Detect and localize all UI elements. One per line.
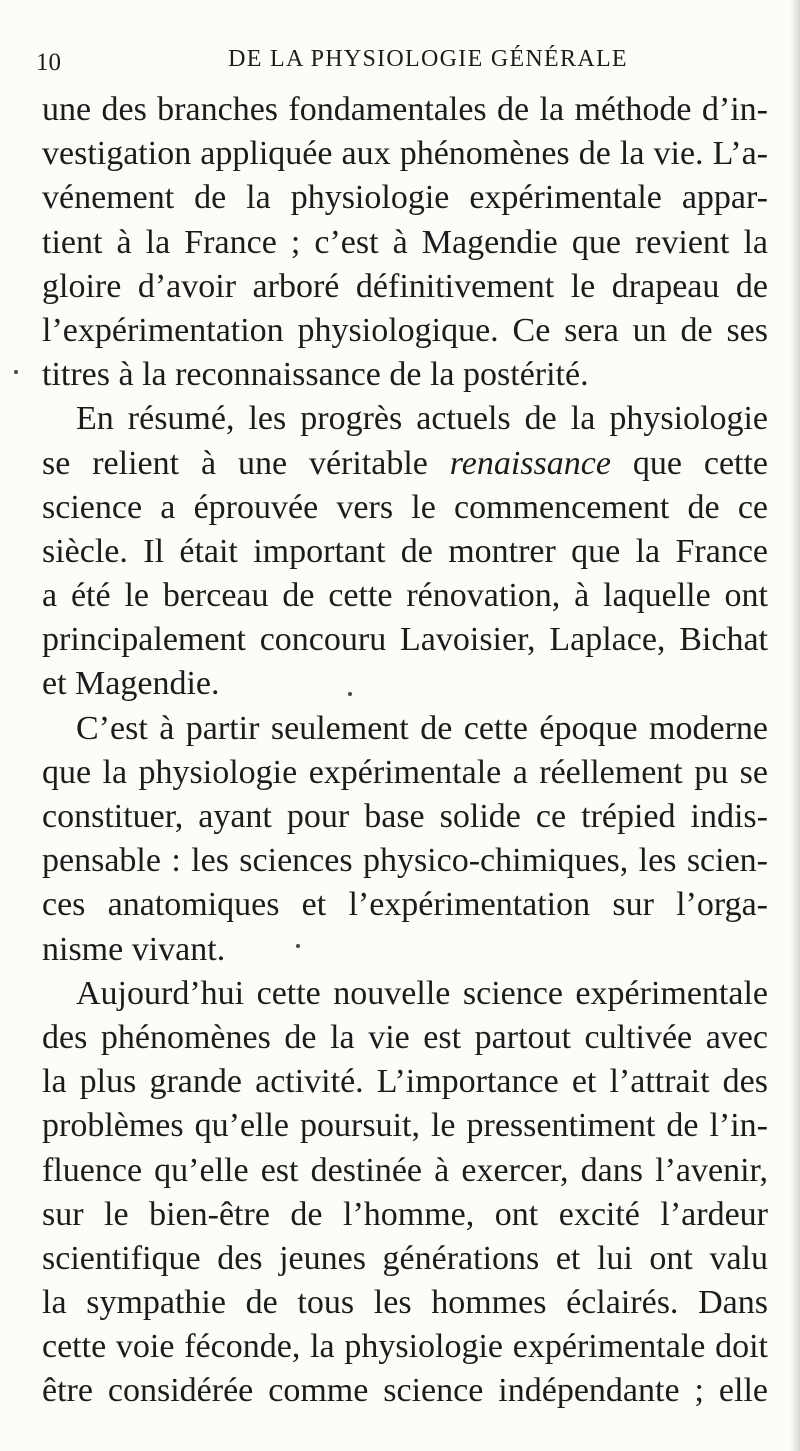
text-line: ces anatomiques et l’expérimentation sur l’orga- — [42, 886, 768, 924]
text-line: cette voie féconde, la physiologie expérimentale doit — [42, 1328, 768, 1366]
running-head: DE LA PHYSIOLOGIE GÉNÉRALE — [228, 46, 628, 72]
text-line: une des branches fondamentales de la méthode d’in- — [42, 91, 768, 128]
text-line: sur le bien-être de l’homme, ont excité l’ardeur — [42, 1195, 768, 1233]
page-edge-shadow — [790, 0, 800, 1451]
text-line: C’est à partir seulement de cette époque moderne — [76, 709, 768, 747]
text-fragment: que cette — [632, 444, 769, 482]
body-text — [42, 88, 768, 1414]
text-line: En résumé, les progrès actuels de la physiologie — [76, 400, 768, 438]
text-line: siècle. Il était important de montrer que la France — [42, 532, 768, 570]
text-line: principalement concouru Lavoisier, Laplace, Bichat — [42, 621, 768, 659]
text-line: scientifique des jeunes générations et lui ont valu — [42, 1239, 768, 1277]
emphasis-renaissance: renaissance — [449, 444, 611, 482]
text-fragment: se relient à une véritable — [42, 444, 428, 482]
page-header — [36, 40, 780, 80]
print-speck — [348, 692, 352, 696]
text-line: science a éprouvée vers le commencement de ce — [42, 488, 768, 526]
text-line: vestigation appliquée aux phénomènes de la vie. L’a- — [42, 135, 768, 173]
text-line: la sympathie de tous les hommes éclairés. Dans — [42, 1284, 768, 1322]
text-line: l’expérimentation physiologique. Ce sera un de ses — [42, 311, 768, 349]
text-line: être considérée comme science indépendante ; elle — [42, 1372, 768, 1410]
text-line-with-emphasis — [42, 442, 768, 486]
text-line: fluence qu’elle est destinée à exercer, dans l’avenir, — [42, 1151, 768, 1189]
print-speck — [296, 944, 300, 948]
text-line: nisme vivant. — [42, 930, 226, 968]
text-line: gloire d’avoir arboré définitivement le drapeau de — [42, 267, 768, 305]
text-line: Aujourd’hui cette nouvelle science expérimentale — [76, 974, 768, 1012]
text-line: tient à la France ; c’est à Magendie que revient la — [42, 223, 768, 261]
text-line: problèmes qu’elle poursuit, le pressentiment de l’in- — [42, 1107, 768, 1145]
print-speck — [14, 370, 18, 374]
text-line: des phénomènes de la vie est partout cultivée avec — [42, 1018, 768, 1056]
page-number: 10 — [36, 49, 61, 76]
text-line: titres à la reconnaissance de la postérité. — [42, 356, 589, 394]
text-line: et Magendie. — [42, 665, 220, 703]
text-line: a été le berceau de cette rénovation, à laquelle ont — [42, 577, 768, 615]
text-line: vénement de la physiologie expérimentale appar- — [42, 179, 768, 217]
text-line: constituer, ayant pour base solide ce trépied indis- — [42, 798, 768, 835]
text-line: que la physiologie expérimentale a réellement pu se — [42, 753, 768, 791]
text-line: pensable : les sciences physico-chimiques, les scien- — [42, 842, 768, 880]
text-line: la plus grande activité. L’importance et l’attrait des — [42, 1063, 768, 1101]
